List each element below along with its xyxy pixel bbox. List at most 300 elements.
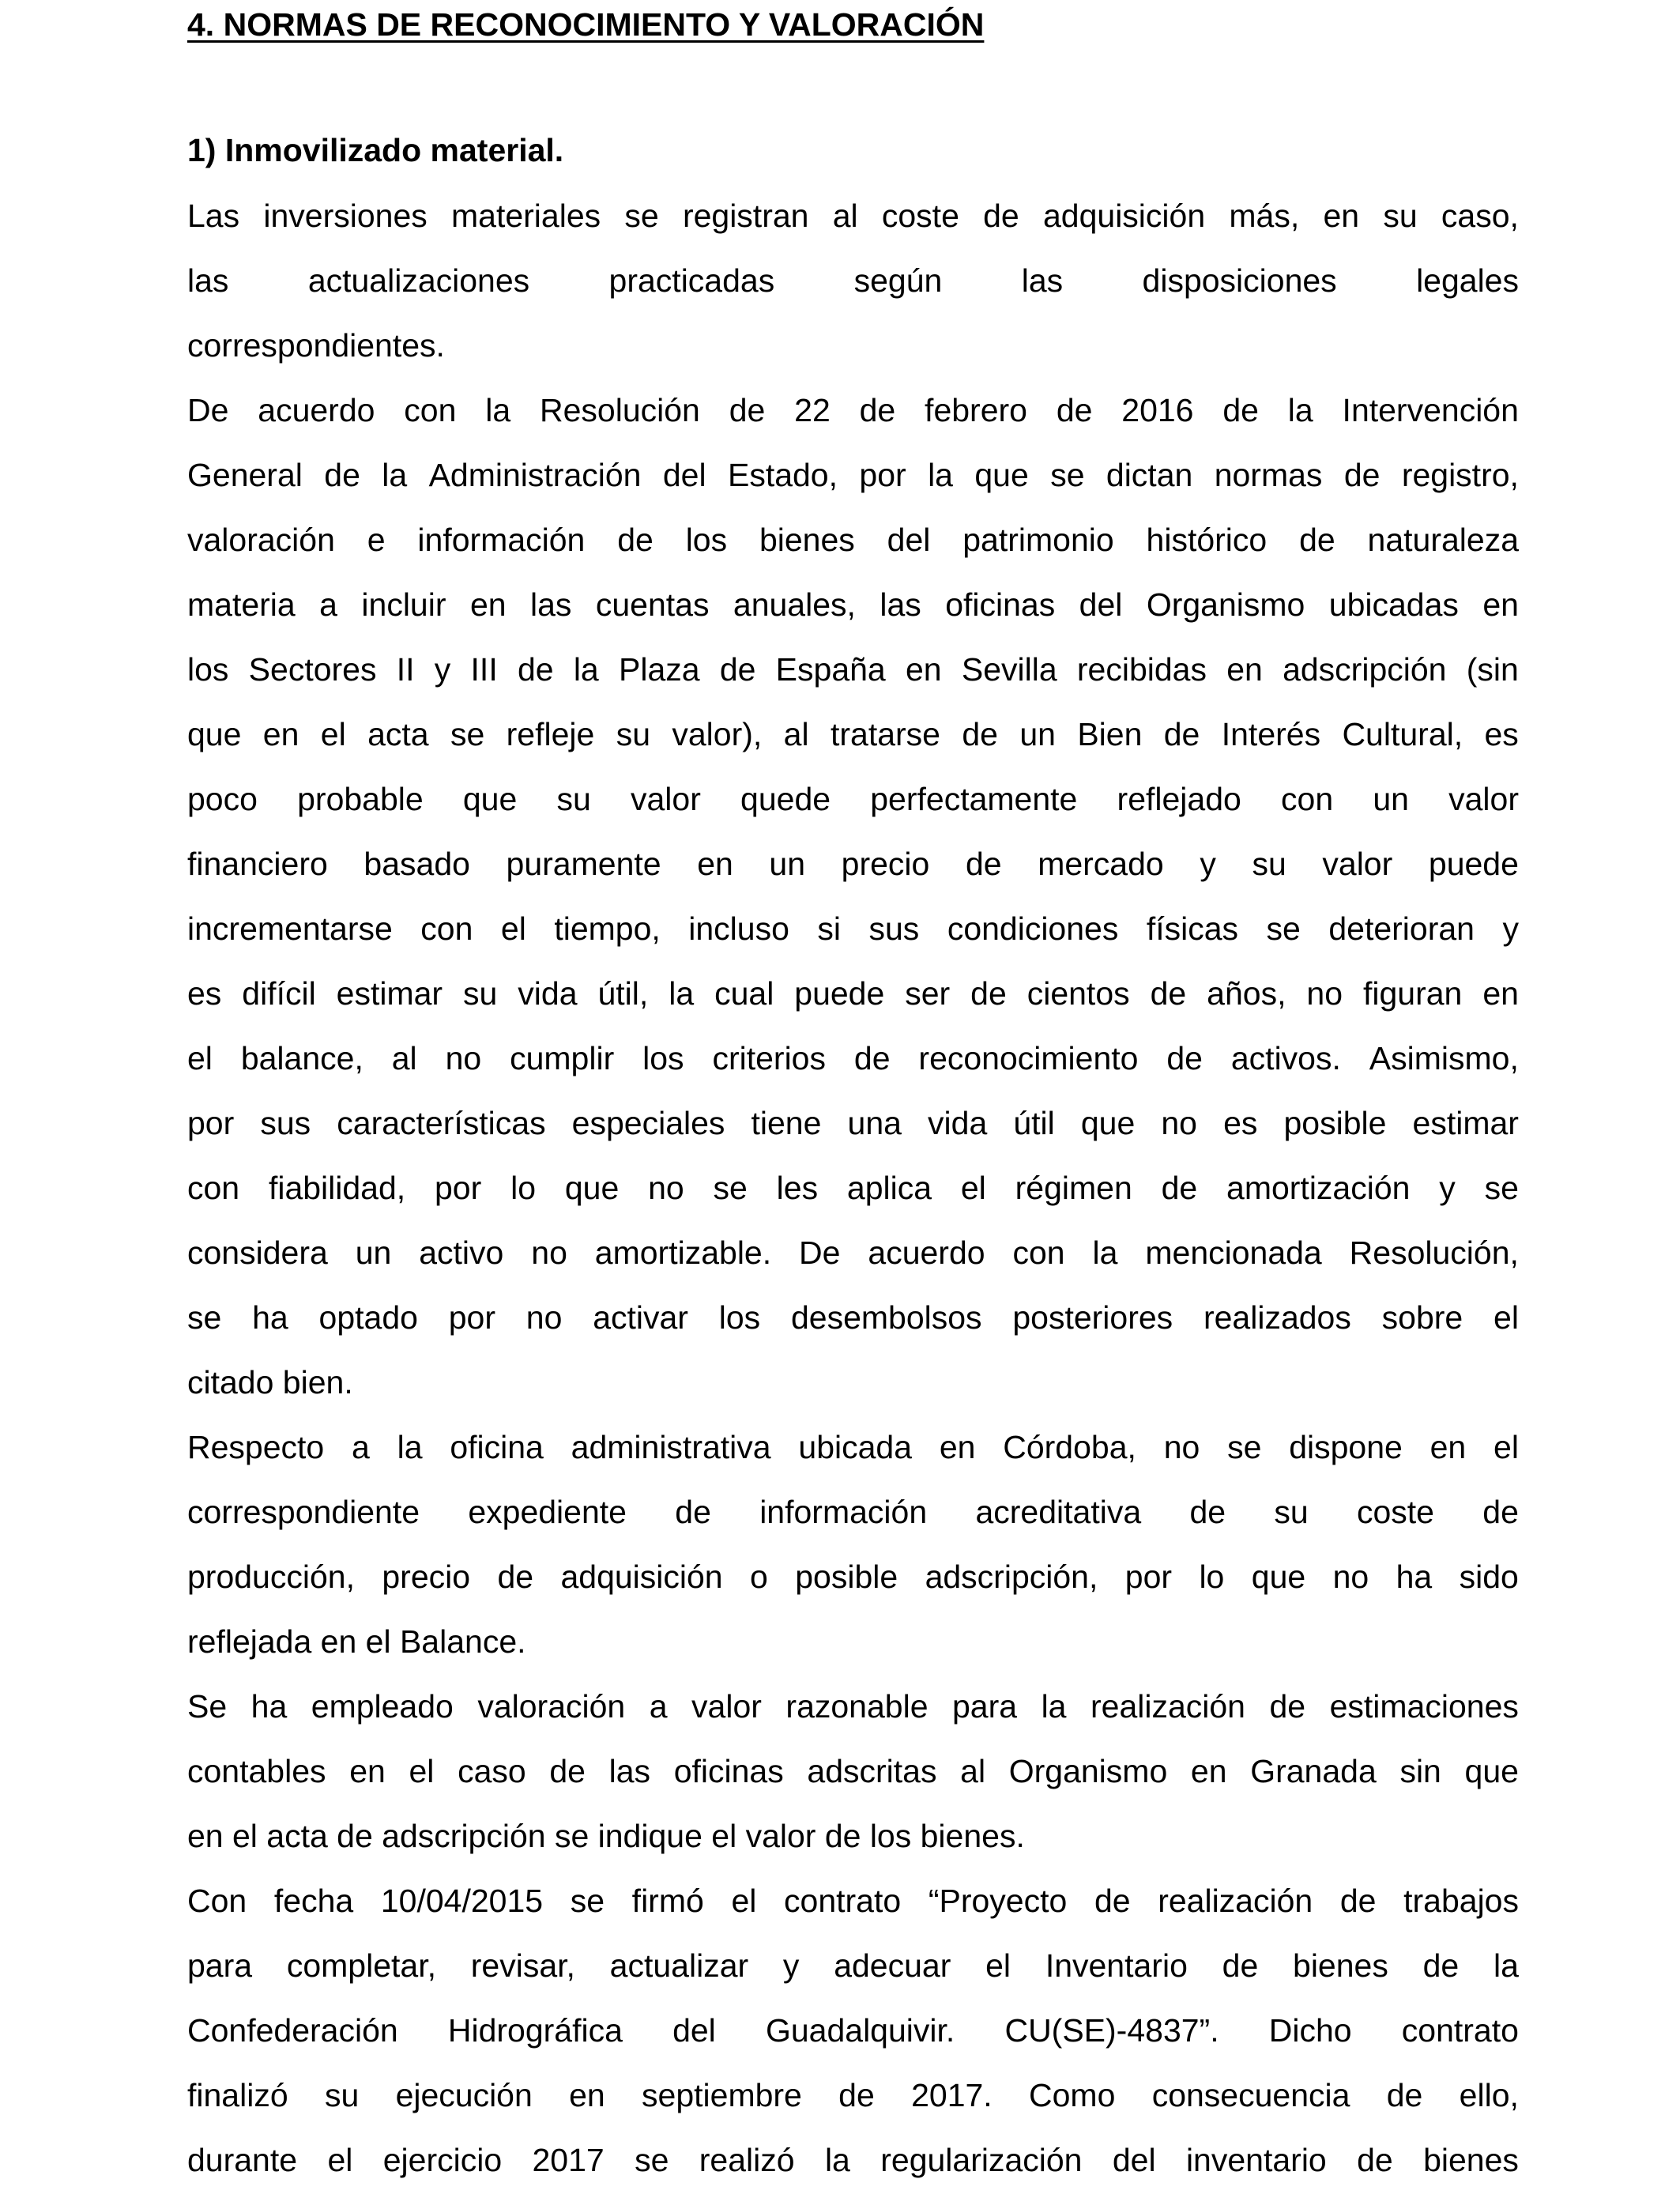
word: el [731,1883,757,1919]
word: se [624,198,659,234]
text-line [187,1555,1519,1620]
word: 22 [794,392,831,428]
word: se [187,1299,222,1336]
word: con [1012,1235,1065,1271]
word: regularización [880,2142,1083,2178]
word: del [662,457,706,493]
word: estimar [1412,1105,1519,1141]
word: para [187,1947,253,1984]
text-line [187,1037,1519,1102]
paragraph [187,389,1519,1426]
word: puramente [506,846,661,882]
word: de [1189,1494,1226,1530]
word: tratarse [830,716,940,752]
word: valor [1448,781,1519,817]
word: y [434,651,451,688]
text-line [187,2009,1519,2074]
word: razonable [785,1688,929,1725]
word: 2017 [532,2142,605,2178]
word: su [1252,846,1286,882]
word: adquisición [560,1559,723,1595]
word: registran [682,198,809,234]
word: las [529,586,572,623]
word: reflejado [1117,781,1241,817]
word: en [697,846,733,882]
word: la [669,975,695,1012]
word: precio [382,1559,471,1595]
word: su [463,975,498,1012]
word: anuales, [733,586,856,623]
text-line [187,1944,1519,2009]
word: años, [1207,975,1286,1012]
word: financiero [187,846,328,882]
word: e [367,522,386,558]
word: criterios [712,1040,826,1076]
word: Plaza [619,651,700,688]
word: bienes [1293,1947,1388,1984]
word: estimaciones [1329,1688,1519,1725]
word: activos. [1230,1040,1341,1076]
word: el [320,716,346,752]
word: con [1281,781,1334,817]
word: y [1502,910,1519,947]
body-text [187,194,1519,2194]
word: por [435,1170,482,1206]
word: realizó [699,2142,795,2178]
word: sus [868,910,920,947]
word: 2017. [911,2077,993,2113]
word: de [729,392,766,428]
word: incluso [688,910,789,947]
word: valor [691,1688,762,1725]
word: producción, [187,1559,355,1595]
word: Intervención [1342,392,1519,428]
word: Inventario [1045,1947,1188,1984]
word: la [573,651,599,688]
word: materia [187,586,296,623]
word: correspondiente [187,1494,420,1530]
word: dispone [1289,1429,1403,1465]
word: ubicadas [1328,586,1459,623]
word: de [1222,392,1259,428]
word: en [569,2077,605,2113]
word: contrato [1401,2012,1519,2049]
word: no [648,1170,684,1206]
word: la [397,1429,423,1465]
word: su [324,2077,360,2113]
word: contables [187,1753,326,1789]
word: oficinas [945,586,1056,623]
word: finalizó [187,2077,288,2113]
word: acreditativa [975,1494,1142,1530]
text-line [187,1750,1519,1815]
word: en [939,1429,976,1465]
word: y [1200,846,1216,882]
word: actualizaciones [307,262,530,299]
word: CU(SE)-4837”. [1004,2012,1219,2049]
word: de [1343,457,1381,493]
word: coste [1356,1494,1434,1530]
word: estimar [336,975,443,1012]
word: de [962,716,998,752]
word: no [531,1235,567,1271]
word: perfectamente [870,781,1078,817]
word: empleado [311,1688,454,1725]
word: figuran [1362,975,1463,1012]
word: de [1339,1883,1377,1919]
word: Resolución [540,392,700,428]
word: no [1163,1429,1200,1465]
word: ha [252,1299,288,1336]
word: firmó [631,1883,704,1919]
word: fiabilidad, [268,1170,406,1206]
word: que [974,457,1029,493]
text-line [187,1426,1519,1491]
word: trabajos [1403,1883,1519,1919]
word: el [1494,1299,1519,1336]
word: Sevilla [961,651,1057,688]
word: el [500,910,526,947]
word: se [713,1170,748,1206]
word: caso [458,1753,526,1789]
text-line [187,454,1519,518]
word: Estado, [727,457,838,493]
word: acta [367,716,429,752]
word: de [853,1040,891,1076]
word: mercado [1038,846,1164,882]
word: de [965,846,1002,882]
word: se [1050,457,1085,493]
word: por [1124,1559,1173,1595]
word: al [783,716,809,752]
word: en [1430,1429,1467,1465]
word: de [1222,1947,1259,1984]
word: Organismo [1008,1753,1168,1789]
word: características [337,1105,546,1141]
word: no [445,1040,482,1076]
text-line [187,259,1519,324]
text-line [187,1167,1519,1231]
word: ha [1396,1559,1433,1595]
word: aplica [846,1170,932,1206]
word: Como [1029,2077,1116,2113]
word: útil, [597,975,649,1012]
word: oficina [450,1429,544,1465]
word: especiales [571,1105,725,1141]
text-line [187,1231,1519,1296]
paragraph [187,1426,1519,1685]
text-line: reflejada en el Balance. [187,1623,526,1660]
word: útil [1013,1105,1055,1141]
word: posteriores [1012,1299,1173,1336]
word: régimen [1015,1170,1132,1206]
word: les [776,1170,819,1206]
word: los [718,1299,761,1336]
word: Organismo [1146,586,1305,623]
word: incrementarse [187,910,393,947]
word: basado [363,846,470,882]
word: quede [740,781,831,817]
word: de [1161,1170,1198,1206]
subsection-title: 1) Inmovilizado material. [187,132,564,168]
word: de [1150,975,1187,1012]
word: (sin [1466,651,1519,688]
word: valoración [187,522,335,558]
word: oficinas [673,1753,784,1789]
word: no [1306,975,1343,1012]
text-line [187,194,1519,259]
word: ejecución [395,2077,533,2113]
word: de [1422,1947,1460,1984]
word: no [525,1299,563,1336]
word: se [1227,1429,1262,1465]
word: Interés [1221,716,1321,752]
word: Respecto [187,1429,325,1465]
word: los [642,1040,684,1076]
word: cuentas [595,586,710,623]
word: legales [1416,262,1519,299]
word: de [719,651,756,688]
word: probable [297,781,424,817]
word: que [187,716,242,752]
word: se [570,1883,605,1919]
word: De [187,392,229,428]
word: un [769,846,806,882]
word: inversiones [263,198,428,234]
word: de [1299,522,1335,558]
word: de [983,198,1019,234]
text-line [187,583,1519,648]
word: amortizable. [594,1235,772,1271]
word: en [262,716,299,752]
word: optado [318,1299,418,1336]
word: puede [794,975,885,1012]
word: los [187,651,229,688]
word: las [1021,262,1064,299]
word: al [832,198,858,234]
word: Granada [1250,1753,1377,1789]
word: un [355,1235,392,1271]
word: Sectores [248,651,377,688]
word: y [1439,1170,1456,1206]
text-line: correspondientes. [187,327,445,364]
document-page [187,0,1519,2194]
word: difícil [242,975,316,1012]
word: según [853,262,943,299]
word: la [485,392,511,428]
text-line [187,2074,1519,2139]
word: poco [187,781,258,817]
word: considera [187,1235,328,1271]
word: de [1166,1040,1203,1076]
word: la [824,2142,850,2178]
word: reconocimiento [918,1040,1139,1076]
text-line [187,843,1519,907]
word: por [448,1299,495,1336]
word: General [187,457,303,493]
word: adquisición [1042,198,1206,234]
text-line [187,907,1519,972]
word: de [1163,716,1200,752]
word: materiales [451,198,601,234]
word: “Proyecto [928,1883,1068,1919]
word: la [382,457,408,493]
word: la [1287,392,1313,428]
word: se [1484,1170,1519,1206]
word: contrato [784,1883,902,1919]
word: puede [1428,846,1519,882]
word: Córdoba, [1003,1429,1136,1465]
text-line [187,1102,1519,1167]
word: consecuencia [1151,2077,1350,2113]
word: en [1482,586,1519,623]
word: Las [187,198,240,234]
word: se [1266,910,1301,947]
word: histórico [1146,522,1268,558]
word: su [616,716,650,752]
word: las [880,586,921,623]
word: recibidas [1076,651,1207,688]
word: vida [928,1105,988,1141]
word: en [1323,198,1360,234]
text-line [187,972,1519,1037]
word: al [391,1040,417,1076]
word: no [1161,1105,1197,1141]
word: de [838,2077,875,2113]
word: la [928,457,953,493]
word: 10/04/2015 [380,1883,544,1919]
word: Guadalquivir. [765,2012,955,2049]
word: de [675,1494,711,1530]
text-line [187,2139,1519,2194]
word: fecha [273,1883,354,1919]
section-title: 4. NORMAS DE RECONOCIMIENTO Y VALORACIÓN [187,6,985,43]
word: en [1482,975,1519,1012]
word: físicas [1146,910,1239,947]
word: 2016 [1121,392,1194,428]
word: Cultural, [1342,716,1463,752]
word: no [1332,1559,1369,1595]
word: la [1493,1947,1519,1984]
word: su [1383,198,1418,234]
word: de [617,522,654,558]
word: bienes [759,522,855,558]
word: la [1041,1688,1067,1725]
word: es [1484,716,1519,752]
word: ejercicio [382,2142,503,2178]
word: normas [1214,457,1323,493]
word: septiembre [642,2077,802,2113]
word: durante [187,2142,298,2178]
word: ser [905,975,951,1012]
word: con [404,392,457,428]
word: precio [841,846,930,882]
word: actualizar [609,1947,749,1984]
word: sobre [1381,1299,1463,1336]
word: refleje [506,716,595,752]
word: el [327,2142,353,2178]
text-line [187,389,1519,454]
word: febrero [925,392,1027,428]
word: del [1112,2142,1156,2178]
word: Resolución, [1349,1235,1519,1271]
word: Confederación [187,2012,398,2049]
word: del [1079,586,1123,623]
text-line [187,1296,1519,1361]
word: con [420,910,473,947]
word: revisar, [470,1947,575,1984]
word: el [960,1170,986,1206]
word: realización [1090,1688,1245,1725]
word: valor [630,781,701,817]
word: realizados [1203,1299,1351,1336]
word: expediente [468,1494,627,1530]
word: de [497,1559,534,1595]
word: cual [714,975,774,1012]
word: administrativa [571,1429,771,1465]
word: o [750,1559,768,1595]
word: su [1274,1494,1309,1530]
word: de [517,651,554,688]
word: que [1464,1753,1519,1789]
word: cumplir [510,1040,615,1076]
word: posible [795,1559,898,1595]
word: condiciones [947,910,1119,947]
word: adscritas [807,1753,937,1789]
word: las [608,1753,651,1789]
word: Se [187,1688,228,1725]
word: de [1094,1883,1131,1919]
word: de [1482,1494,1519,1530]
word: De [799,1235,841,1271]
word: cientos [1026,975,1130,1012]
word: a [319,586,337,623]
word: de [1386,2077,1423,2113]
word: de [1357,2142,1393,2178]
word: más, [1229,198,1300,234]
word: para [952,1688,1018,1725]
word: valoración [477,1688,626,1725]
word: Con [187,1883,247,1919]
word: el [187,1040,213,1076]
word: activo [419,1235,504,1271]
word: del [672,2012,716,2049]
word: el [409,1753,435,1789]
text-line: en el acta de adscripción se indique el valor de los bienes. [187,1818,1025,1854]
word: ello, [1459,2077,1519,2113]
word: vida [518,975,578,1012]
word: un [1019,716,1056,752]
word: el [1494,1429,1519,1465]
word: los [685,522,728,558]
word: lo [510,1170,537,1206]
word: lo [1199,1559,1225,1595]
word: del [887,522,931,558]
word: a [352,1429,370,1465]
word: de [1056,392,1093,428]
text-line [187,1879,1519,1944]
word: a [649,1688,668,1725]
word: en [349,1753,386,1789]
word: en [1226,651,1263,688]
word: que [462,781,518,817]
word: ha [250,1688,288,1725]
text-line [187,518,1519,583]
word: coste [881,198,959,234]
word: adecuar [834,1947,951,1984]
word: en [1190,1753,1227,1789]
word: en [905,651,942,688]
